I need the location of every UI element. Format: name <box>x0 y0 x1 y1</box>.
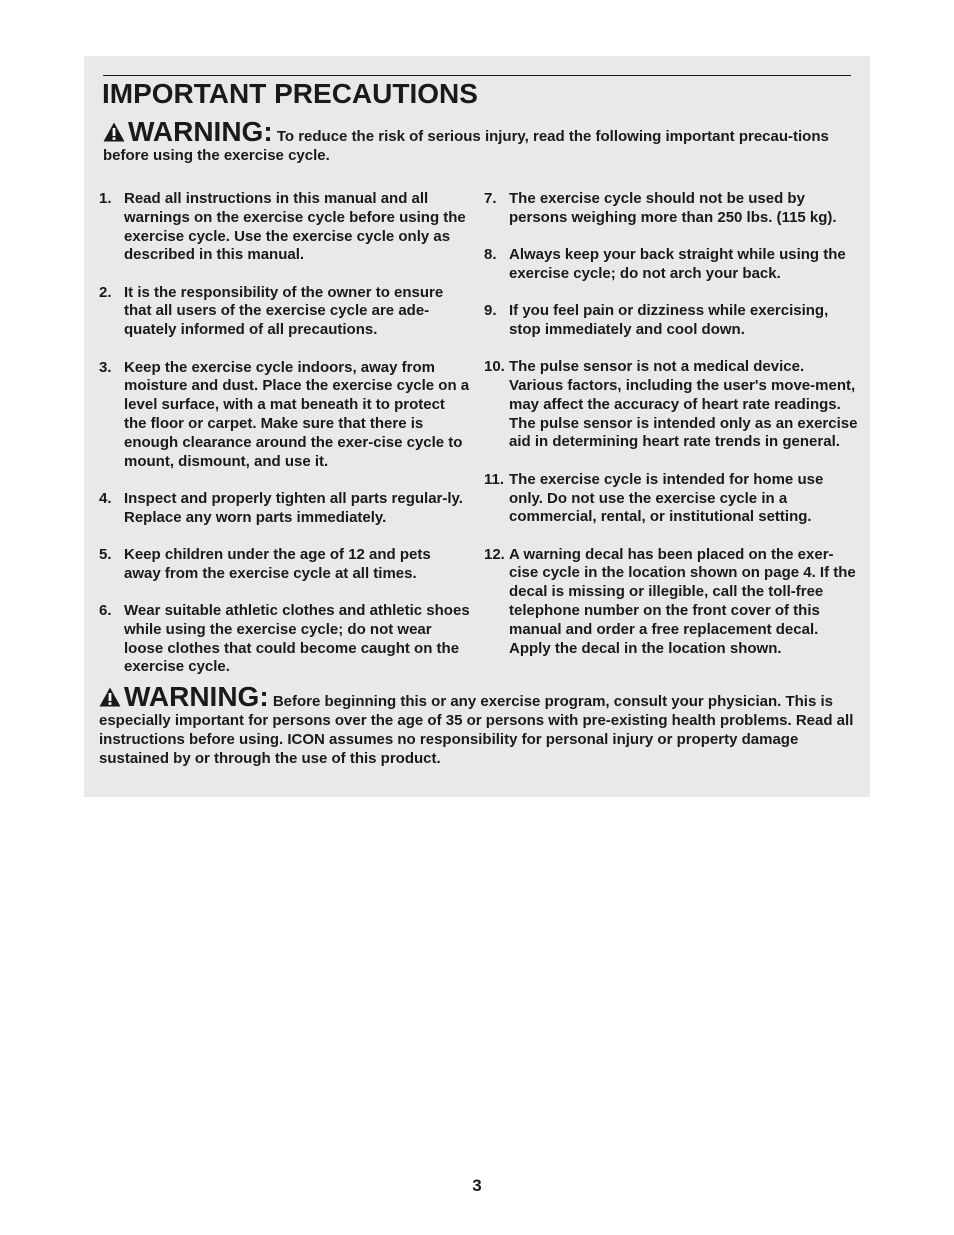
list-item <box>484 358 858 452</box>
item-text: The pulse sensor is not a medical device. Various factors, including the user's move-ment, may affect the accuracy of heart rate readings. The pulse sensor is intended only as an exercise aid in determining heart rate trends in general. <box>509 358 858 451</box>
item-number: 4. <box>99 489 112 507</box>
page-number: 3 <box>472 1176 482 1195</box>
item-number: 8. <box>484 246 497 264</box>
list-item <box>99 602 471 677</box>
warning-text: To reduce the risk of serious injury, read the following important precau-tions before using the exercise cycle. <box>103 128 829 164</box>
list-item <box>484 246 858 284</box>
item-text: It is the responsibility of the owner to ensure that all users of the exercise cycle are ade-quately informed of all precautions. <box>124 283 444 339</box>
item-number: 1. <box>99 190 112 207</box>
item-text: Wear suitable athletic clothes and athletic shoes while using the exercise cycle; do not wear loose clothes that could become caught on the exercise cycle. <box>124 602 470 676</box>
item-number: 6. <box>99 602 112 620</box>
item-text: The exercise cycle should not be used by persons weighing more than 250 lbs. (115 kg). <box>509 190 837 226</box>
item-number: 10. <box>484 358 505 376</box>
item-text: Always keep your back straight while using the exercise cycle; do not arch your back. <box>509 246 846 282</box>
precautions-list-left <box>99 190 471 696</box>
list-item <box>484 471 858 527</box>
item-text: Read all instructions in this manual and all warnings on the exercise cycle before using the exercise cycle. Use the exercise cycle only as described in this manual. <box>124 190 466 264</box>
item-text: Inspect and properly tighten all parts regular-ly. Replace any worn parts immediately. <box>124 489 463 526</box>
item-number: 5. <box>99 545 112 563</box>
warning-label: WARNING: <box>128 116 273 147</box>
list-item <box>99 359 471 472</box>
warning-label: WARNING: <box>124 681 269 712</box>
item-text: Keep the exercise cycle indoors, away from moisture and dust. Place the exercise cycle on a level surface, with a mat beneath it to protect the floor or carpet. Make sure that there is enough clearance around the exer-cise cycle to mount, dismount, and use it. <box>124 358 470 470</box>
list-item <box>484 546 858 659</box>
item-number: 3. <box>99 358 112 376</box>
list-item <box>99 546 471 584</box>
item-text: If you feel pain or dizziness while exercising, stop immediately and cool down. <box>509 302 829 338</box>
item-text: The exercise cycle is intended for home use only. Do not use the exercise cycle in a commercial, rental, or institutional setting. <box>509 470 824 526</box>
item-number: 12. <box>484 545 505 563</box>
item-number: 9. <box>484 302 497 320</box>
list-item <box>99 490 471 528</box>
item-number: 7. <box>484 190 497 207</box>
warning-triangle-icon <box>103 122 125 142</box>
list-item <box>484 302 858 340</box>
warning-triangle-icon <box>99 687 121 707</box>
list-item <box>484 190 858 228</box>
list-item <box>99 190 471 265</box>
warning-notice-top <box>103 116 843 165</box>
warning-text: Before beginning this or any exercise program, consult your physician. This is especially important for persons over the age of 35 or persons with pre-existing health problems. Read all instructions before using. ICON assumes no responsibility for personal injury or property damage sustained by or through the use of this product. <box>99 693 854 767</box>
item-number: 11. <box>484 470 505 488</box>
warning-notice-bottom <box>99 681 859 768</box>
list-item <box>99 284 471 340</box>
item-text: Keep children under the age of 12 and pets away from the exercise cycle at all times. <box>124 545 431 582</box>
item-number: 2. <box>99 283 112 301</box>
page-title: IMPORTANT PRECAUTIONS <box>102 78 478 109</box>
item-text: A warning decal has been placed on the exer-cise cycle in the location shown on page 4. If the decal is missing or illegible, call the toll-free telephone number on the front cover of this manual and order a free replacement decal. Apply the decal in the location shown. <box>509 545 856 657</box>
top-divider <box>103 75 851 76</box>
precautions-list-right <box>484 190 858 677</box>
